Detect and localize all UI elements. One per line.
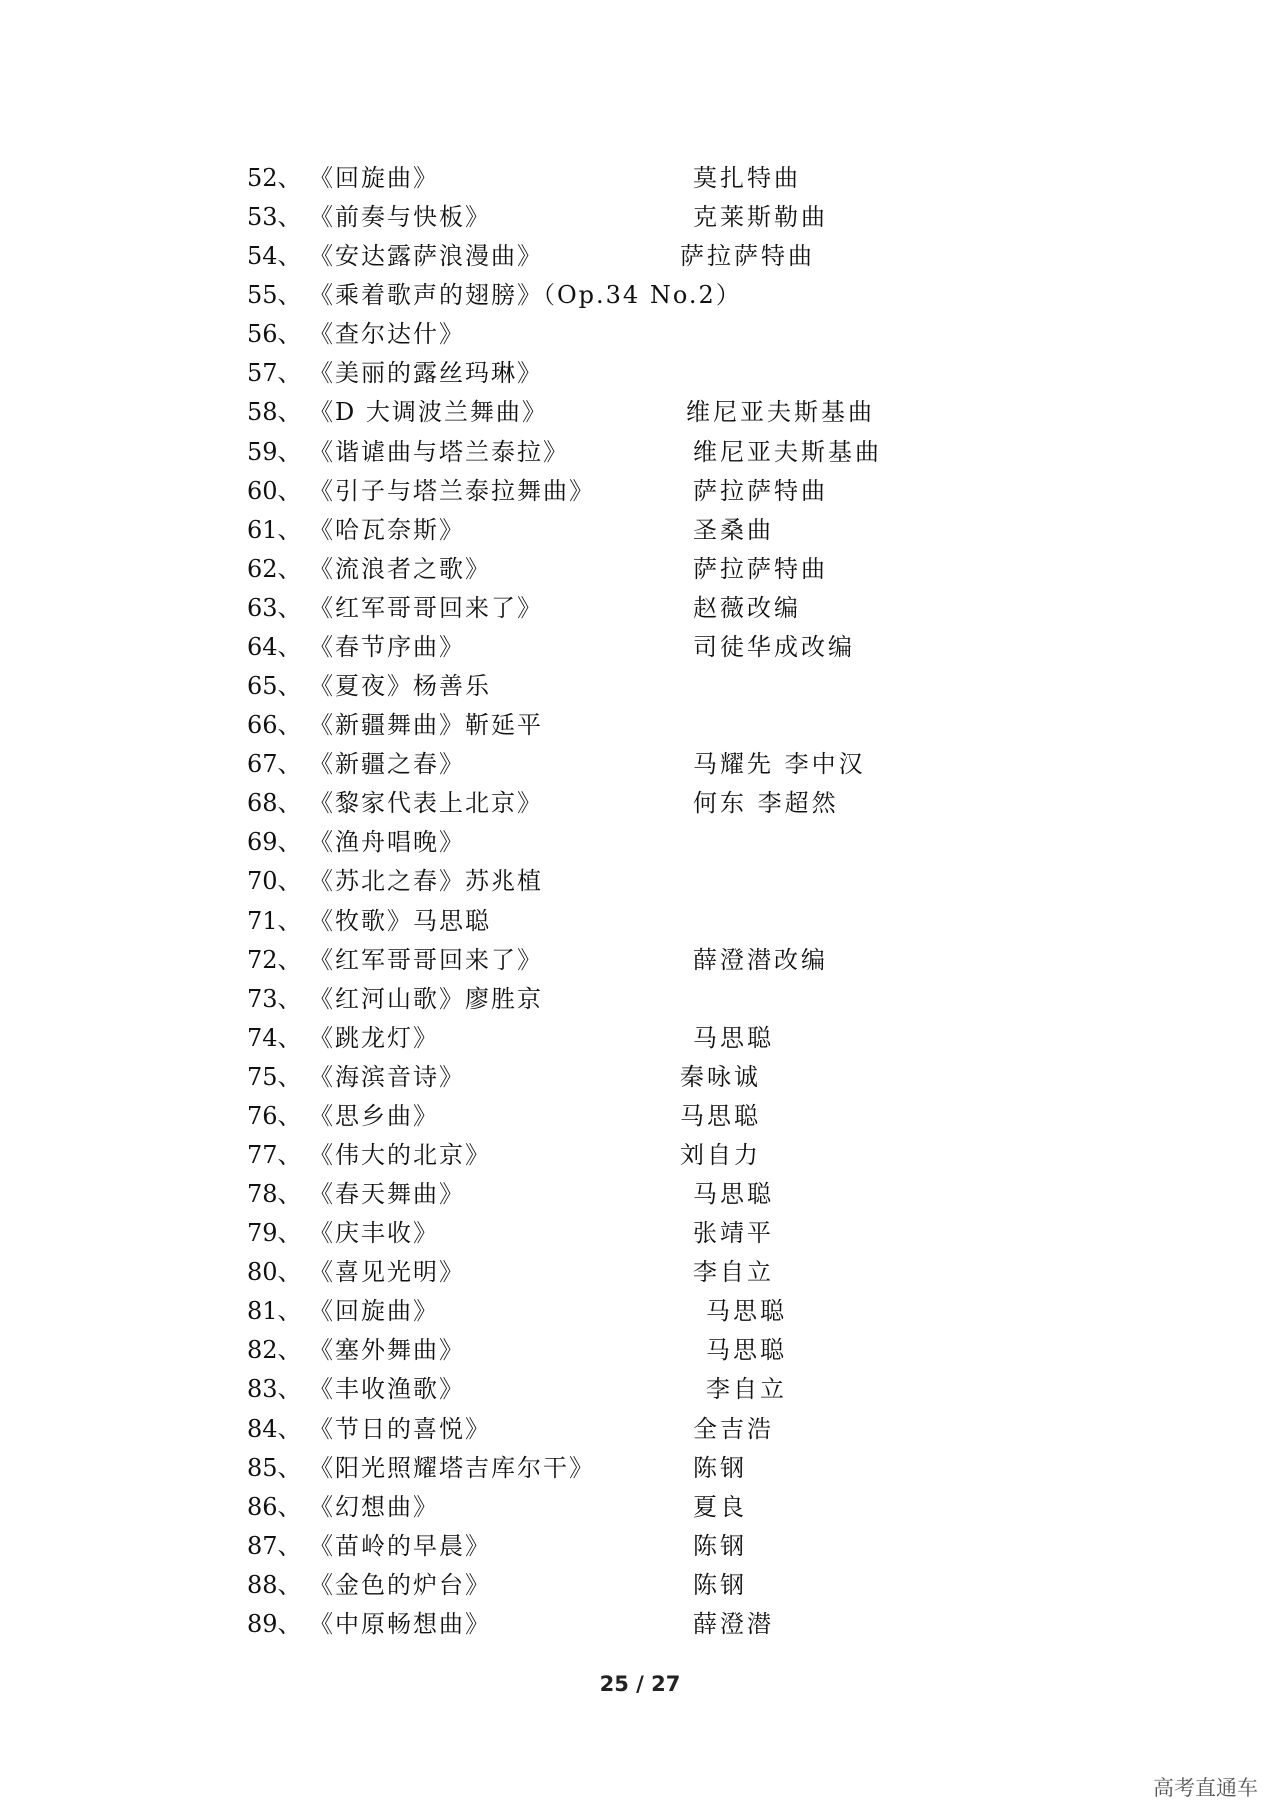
item-composer: 秦咏诚 — [680, 1062, 761, 1091]
item-title: 《回旋曲》 — [309, 1297, 439, 1326]
item-number: 54、 — [247, 242, 302, 271]
item-title: 《新疆之春》 — [309, 750, 465, 779]
item-title: 《伟大的北京》 — [309, 1141, 491, 1169]
item-title: 《阳光照耀塔吉库尔干》 — [309, 1453, 595, 1482]
item-composer: 司徒华成改编 — [693, 632, 855, 661]
item-number: 68、 — [247, 789, 302, 818]
item-number: 75、 — [247, 1062, 302, 1091]
item-number: 64、 — [247, 632, 302, 661]
item-number: 52、 — [247, 164, 302, 192]
item-composer: 薛澄潜 — [693, 1609, 774, 1638]
item-number: 79、 — [247, 1219, 302, 1248]
item-title: 《夏夜》杨善乐 — [309, 672, 491, 701]
item-composer: 莫扎特曲 — [693, 164, 801, 192]
item-number: 53、 — [247, 203, 302, 232]
item-number: 56、 — [247, 320, 302, 349]
item-number: 70、 — [247, 867, 302, 896]
item-title: 《引子与塔兰泰拉舞曲》 — [309, 476, 595, 505]
item-composer: 陈钢 — [693, 1570, 747, 1599]
item-composer: 李自立 — [706, 1375, 787, 1404]
item-title: 《庆丰收》 — [309, 1219, 439, 1248]
item-title: 《春节序曲》 — [309, 632, 465, 661]
page-number: 25 / 27 — [599, 1672, 681, 1696]
item-number: 59、 — [247, 437, 302, 466]
watermark-text: 高考直通车 — [1153, 1776, 1258, 1800]
item-title: 《渔舟唱晚》 — [309, 828, 465, 857]
item-composer: 圣桑曲 — [693, 515, 774, 544]
item-composer: 马思聪 — [693, 1180, 774, 1209]
item-title: 《乘着歌声的翅膀》（Op.34 No.2） — [309, 281, 742, 310]
item-composer: 马思聪 — [706, 1336, 787, 1365]
item-composer: 刘自力 — [680, 1141, 761, 1169]
item-number: 77、 — [247, 1141, 302, 1169]
item-composer: 张靖平 — [693, 1219, 774, 1248]
item-title: 《红军哥哥回来了》 — [309, 945, 543, 974]
item-composer: 李自立 — [693, 1258, 774, 1287]
item-composer: 克莱斯勒曲 — [693, 203, 828, 232]
item-title: 《回旋曲》 — [309, 164, 439, 192]
item-title: 《春天舞曲》 — [309, 1180, 465, 1209]
item-number: 62、 — [247, 554, 302, 583]
item-number: 82、 — [247, 1336, 302, 1365]
item-number: 89、 — [247, 1609, 302, 1638]
item-composer: 全吉浩 — [693, 1414, 774, 1443]
item-number: 55、 — [247, 281, 302, 310]
item-title: 《跳龙灯》 — [309, 1023, 439, 1052]
item-number: 58、 — [247, 398, 302, 427]
item-number: 66、 — [247, 711, 302, 740]
item-number: 63、 — [247, 593, 302, 622]
item-title: 《节日的喜悦》 — [309, 1414, 491, 1443]
item-title: 《苏北之春》苏兆植 — [309, 867, 543, 896]
item-number: 69、 — [247, 828, 302, 857]
item-number: 81、 — [247, 1297, 302, 1326]
item-title: 《哈瓦奈斯》 — [309, 515, 465, 544]
item-composer: 薛澄潜改编 — [693, 945, 828, 974]
item-title: 《查尔达什》 — [309, 320, 465, 349]
item-composer: 马思聪 — [706, 1297, 787, 1326]
item-composer: 马耀先 李中汉 — [693, 750, 866, 779]
item-number: 84、 — [247, 1414, 302, 1443]
item-title: 《红军哥哥回来了》 — [309, 593, 543, 622]
item-title: 《丰收渔歌》 — [309, 1375, 465, 1404]
item-composer: 陈钢 — [693, 1531, 747, 1560]
item-number: 74、 — [247, 1023, 302, 1052]
item-title: 《幻想曲》 — [309, 1492, 439, 1521]
item-title: 《牧歌》马思聪 — [309, 906, 491, 935]
item-title: 《金色的炉台》 — [309, 1570, 491, 1599]
item-number: 57、 — [247, 359, 302, 388]
item-number: 83、 — [247, 1375, 302, 1404]
item-number: 78、 — [247, 1180, 302, 1209]
item-title: 《美丽的露丝玛琳》 — [309, 359, 543, 388]
item-number: 71、 — [247, 906, 302, 935]
item-title: 《D 大调波兰舞曲》 — [309, 398, 548, 427]
item-number: 67、 — [247, 750, 302, 779]
item-number: 73、 — [247, 984, 302, 1013]
item-composer: 维尼亚夫斯基曲 — [693, 437, 882, 466]
item-composer: 萨拉萨特曲 — [680, 242, 815, 271]
item-composer: 萨拉萨特曲 — [693, 554, 828, 583]
item-title: 《新疆舞曲》靳延平 — [309, 711, 543, 740]
item-title: 《中原畅想曲》 — [309, 1609, 491, 1638]
item-number: 61、 — [247, 515, 302, 544]
item-number: 80、 — [247, 1258, 302, 1287]
item-composer: 萨拉萨特曲 — [693, 476, 828, 505]
item-composer: 夏良 — [693, 1492, 747, 1521]
item-composer: 马思聪 — [680, 1101, 761, 1130]
item-number: 88、 — [247, 1570, 302, 1599]
item-title: 《黎家代表上北京》 — [309, 789, 543, 818]
item-title: 《塞外舞曲》 — [309, 1336, 465, 1365]
item-title: 《安达露萨浪漫曲》 — [309, 242, 543, 271]
item-number: 60、 — [247, 476, 302, 505]
item-number: 72、 — [247, 945, 302, 974]
item-title: 《思乡曲》 — [309, 1101, 439, 1130]
item-title: 《海滨音诗》 — [309, 1062, 465, 1091]
item-title: 《谐谑曲与塔兰泰拉》 — [309, 437, 569, 466]
item-title: 《流浪者之歌》 — [309, 554, 491, 583]
item-number: 85、 — [247, 1453, 302, 1482]
item-title: 《前奏与快板》 — [309, 203, 491, 232]
item-composer: 陈钢 — [693, 1453, 747, 1482]
item-composer: 何东 李超然 — [693, 789, 839, 818]
item-title: 《苗岭的早晨》 — [309, 1531, 491, 1560]
item-composer: 维尼亚夫斯基曲 — [686, 398, 875, 427]
item-number: 76、 — [247, 1101, 302, 1130]
item-number: 86、 — [247, 1492, 302, 1521]
item-number: 65、 — [247, 672, 302, 701]
item-composer: 马思聪 — [693, 1023, 774, 1052]
item-title: 《红河山歌》廖胜京 — [309, 984, 543, 1013]
item-title: 《喜见光明》 — [309, 1258, 465, 1287]
item-composer: 赵薇改编 — [693, 593, 801, 622]
item-number: 87、 — [247, 1531, 302, 1560]
